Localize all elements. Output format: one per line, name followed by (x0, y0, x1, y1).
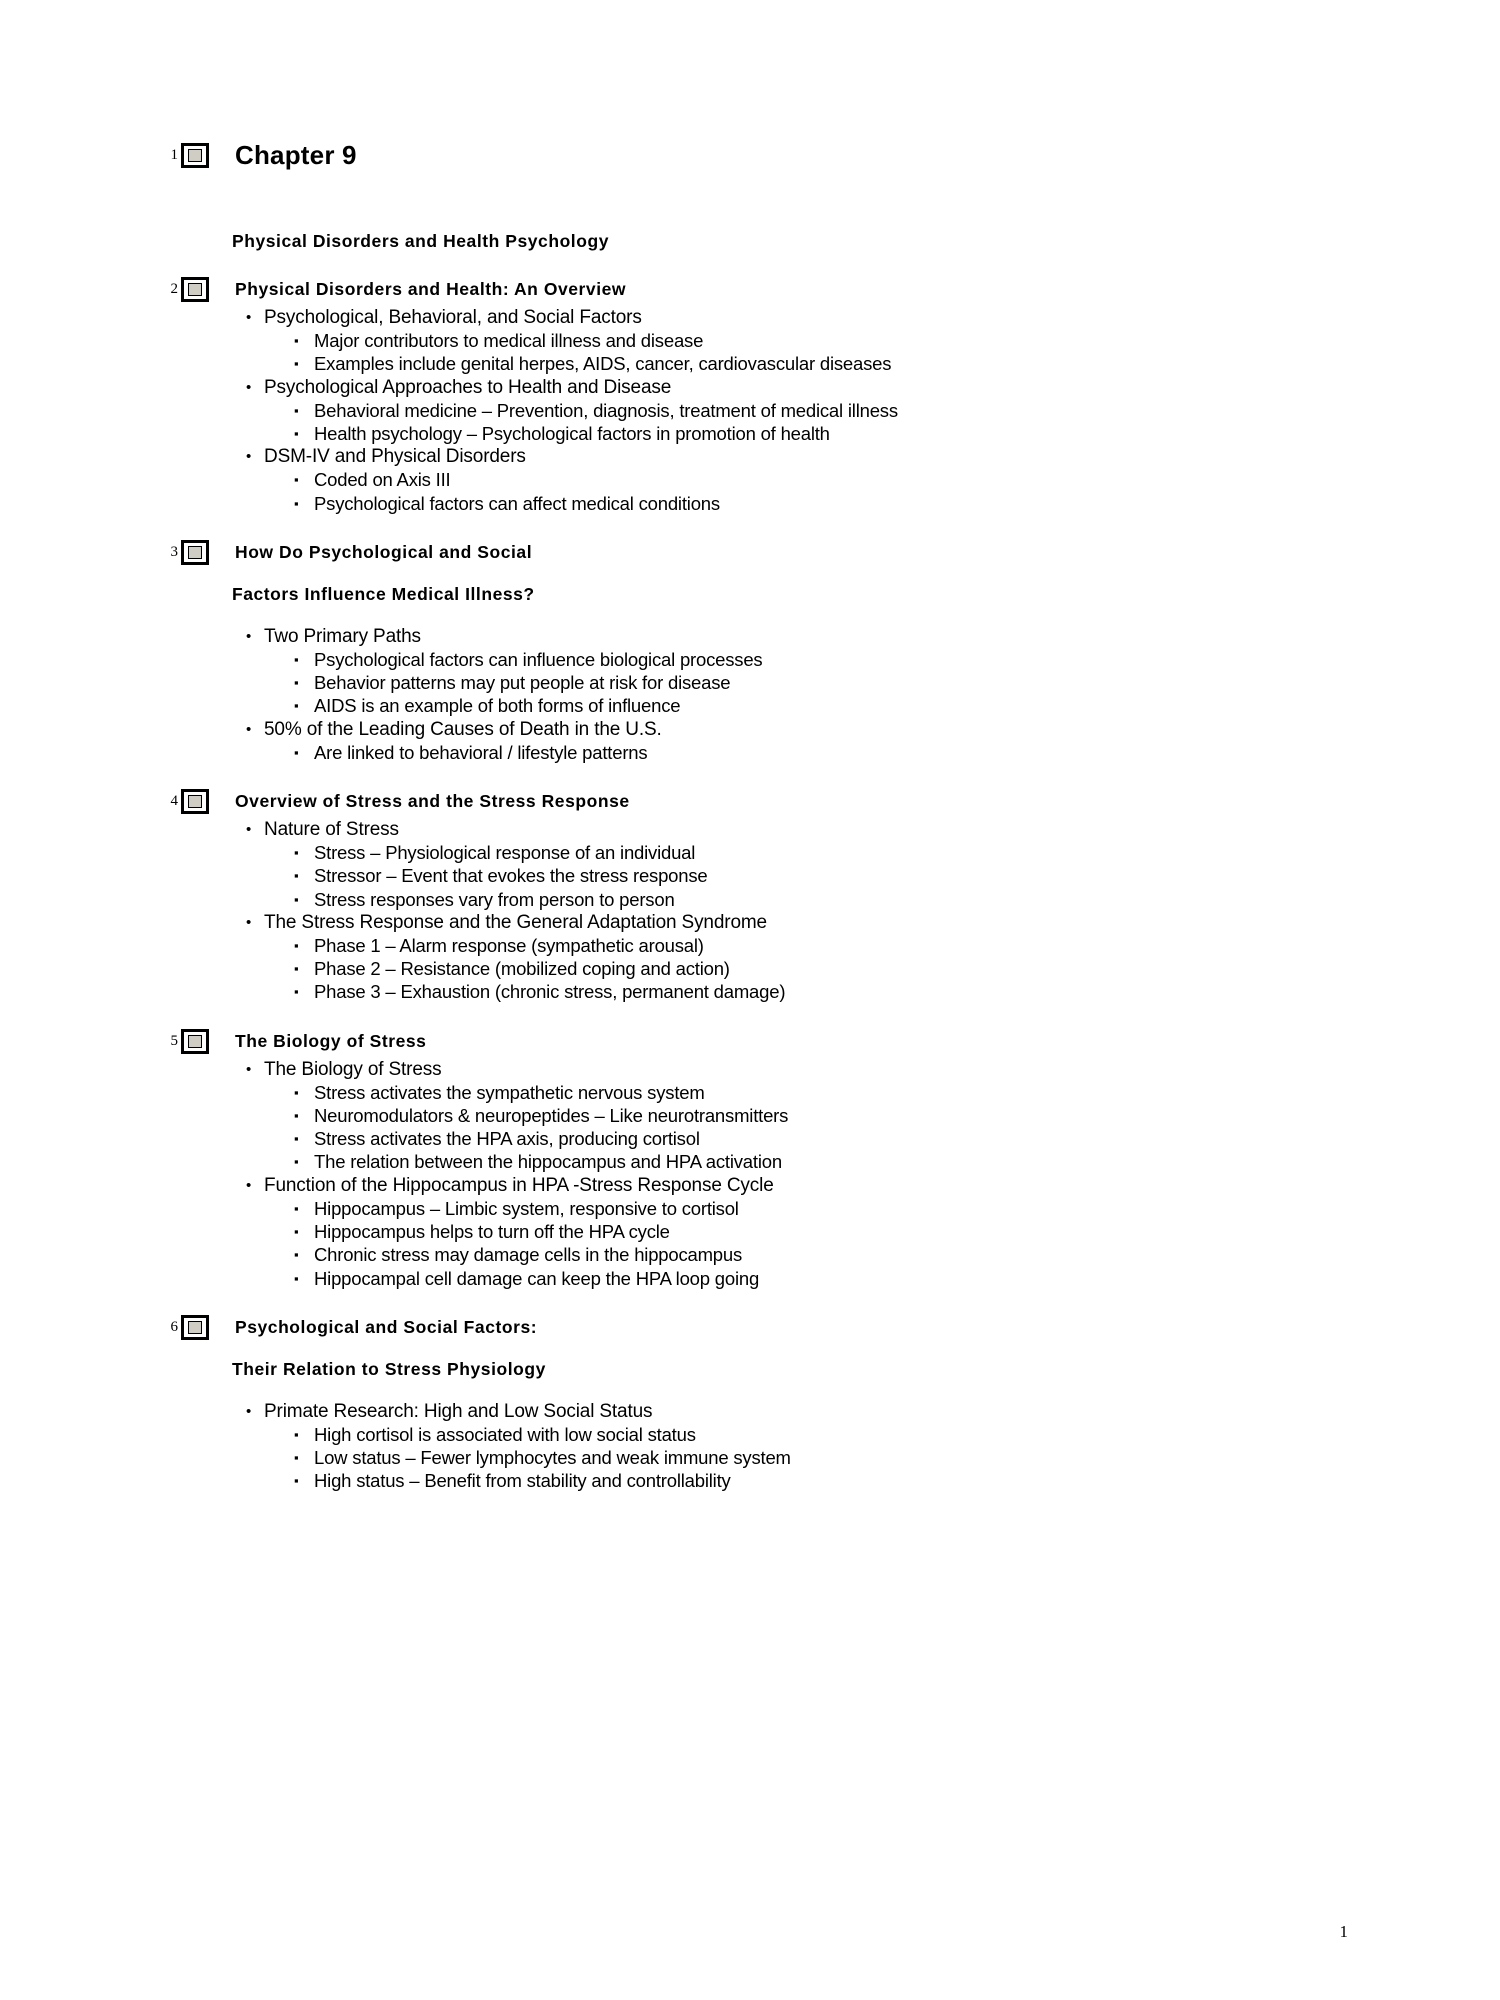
slide-thumbnail-icon (181, 1315, 209, 1340)
sub-bullet-item: ▪ Hippocampus – Limbic system, responsive to cortisol (292, 1197, 1340, 1220)
bullet-list-level1 (232, 818, 1340, 1004)
slide-thumbnail-icon (181, 789, 209, 814)
deck-subtitle: Physical Disorders and Health Psychology (232, 231, 609, 251)
slide-title: Psychological and Social Factors: (235, 1316, 538, 1337)
bullet-item (232, 718, 1340, 764)
slide-entry-1 (160, 138, 1340, 172)
bullet-item (232, 625, 1340, 718)
sub-bullet-item: ▪ Psychological factors can influence biological processes (292, 648, 1340, 671)
bullet-item (232, 306, 1340, 376)
bullet-text: • 50% of the Leading Causes of Death in the U.S. (264, 718, 1340, 741)
bullet-text: • Primate Research: High and Low Social Status (264, 1400, 1340, 1423)
bullet-text: • Function of the Hippocampus in HPA -Stress Response Cycle (264, 1174, 1340, 1197)
sub-bullet-item: ▪ Examples include genital herpes, AIDS, cancer, cardiovascular diseases (292, 352, 1340, 375)
slide-number-6: 6 (170, 1318, 178, 1335)
bullet-text: • The Stress Response and the General Adaptation Syndrome (264, 911, 1340, 934)
sub-bullet-item: ▪ High cortisol is associated with low social status (292, 1423, 1340, 1446)
sub-bullet-item: ▪ Are linked to behavioral / lifestyle patterns (292, 741, 1340, 764)
slide-title: The Biology of Stress (235, 1030, 427, 1051)
sub-bullet-item: ▪ Phase 2 – Resistance (mobilized coping and action) (292, 957, 1340, 980)
slide-title-row (160, 1024, 1340, 1058)
bullet-list-level2 (292, 468, 1340, 514)
bullet-item (232, 1058, 1340, 1174)
slide-thumbnail-icon (181, 540, 209, 565)
outline-content (160, 138, 1340, 1513)
bullet-text: • Nature of Stress (264, 818, 1340, 841)
bullet-item (232, 1400, 1340, 1493)
slide-entry-3 (160, 535, 1340, 784)
sub-bullet-item: ▪ Psychological factors can affect medical conditions (292, 492, 1340, 515)
slide-number-3: 3 (170, 543, 178, 560)
slide-entry-5 (160, 1024, 1340, 1310)
sub-bullet-item: ▪ Major contributors to medical illness and disease (292, 329, 1340, 352)
block-spacer (160, 1290, 1340, 1310)
bullet-item (232, 1174, 1340, 1290)
slide-subtitle: Their Relation to Stress Physiology (232, 1358, 546, 1379)
sub-bullet-item: ▪ Stress responses vary from person to person (292, 888, 1340, 911)
bullet-list-level2 (292, 1081, 1340, 1174)
sub-bullet-item: ▪ Chronic stress may damage cells in the hippocampus (292, 1243, 1340, 1266)
slide-subtitle: Factors Influence Medical Illness? (232, 583, 535, 604)
sub-bullet-item: ▪ Health psychology – Psychological factors in promotion of health (292, 422, 1340, 445)
bullet-text: • Psychological, Behavioral, and Social Factors (264, 306, 1340, 329)
slide-entry-4 (160, 784, 1340, 1024)
slide-title-row (160, 535, 1340, 569)
bullet-text: • Psychological Approaches to Health and Disease (264, 376, 1340, 399)
sub-bullet-item: ▪ Behavioral medicine – Prevention, diagnosis, treatment of medical illness (292, 399, 1340, 422)
sub-bullet-item: ▪ The relation between the hippocampus and HPA activation (292, 1150, 1340, 1173)
slide-number-4: 4 (170, 793, 178, 810)
sub-bullet-item: ▪ Stress – Physiological response of an individual (292, 841, 1340, 864)
sub-bullet-item: ▪ Stress activates the HPA axis, producing cortisol (292, 1127, 1340, 1150)
sub-bullet-item: ▪ Hippocampal cell damage can keep the HPA loop going (292, 1267, 1340, 1290)
sub-bullet-item: ▪ Stressor – Event that evokes the stress response (292, 864, 1340, 887)
bullet-list-level2 (292, 934, 1340, 1004)
bullet-list-level1 (232, 306, 1340, 515)
bullet-list-level2 (292, 648, 1340, 718)
page-title: Chapter 9 (235, 140, 357, 170)
bullet-list-level2 (292, 1197, 1340, 1290)
slide-title: Overview of Stress and the Stress Response (235, 791, 630, 812)
bullet-list-level2 (292, 841, 1340, 911)
bullet-text: • Two Primary Paths (264, 625, 1340, 648)
sub-bullet-item: ▪ Phase 1 – Alarm response (sympathetic arousal) (292, 934, 1340, 957)
sub-bullet-item: ▪ High status – Benefit from stability and controllability (292, 1469, 1340, 1492)
sub-bullet-item: ▪ Hippocampus helps to turn off the HPA cycle (292, 1220, 1340, 1243)
bullet-list-level2 (292, 1423, 1340, 1493)
sub-bullet-item: ▪ Stress activates the sympathetic nervous system (292, 1081, 1340, 1104)
slide-title: Physical Disorders and Health: An Overview (235, 279, 627, 299)
slide-number-5: 5 (170, 1032, 178, 1049)
sub-bullet-item: ▪ AIDS is an example of both forms of influence (292, 694, 1340, 717)
bullet-item (232, 445, 1340, 515)
bullet-item (232, 911, 1340, 1004)
bullet-list-level1 (232, 1400, 1340, 1493)
bullet-list-level2 (292, 399, 1340, 445)
bullet-list-level1 (232, 1058, 1340, 1290)
bullet-text: • DSM-IV and Physical Disorders (264, 445, 1340, 468)
slide-number-1: 1 (170, 147, 178, 163)
slide-thumbnail-icon (181, 1029, 209, 1054)
slide-thumbnail-icon (181, 143, 209, 168)
block-spacer (160, 1004, 1340, 1024)
bullet-list-level2 (292, 741, 1340, 764)
bullet-text: • The Biology of Stress (264, 1058, 1340, 1081)
block-spacer (160, 764, 1340, 784)
bullet-list-level2 (292, 329, 1340, 375)
slide-entry-2 (160, 272, 1340, 535)
bullet-item (232, 818, 1340, 911)
slide-number-2: 2 (170, 281, 178, 297)
slide-title-row (160, 784, 1340, 818)
slide-title: How Do Psychological and Social (235, 541, 533, 562)
sub-bullet-item: ▪ Low status – Fewer lymphocytes and weak immune system (292, 1446, 1340, 1469)
slide-entry-6 (160, 1310, 1340, 1513)
slide-thumbnail-icon (181, 277, 209, 302)
sub-bullet-item: ▪ Behavior patterns may put people at risk for disease (292, 671, 1340, 694)
bullet-item (232, 376, 1340, 446)
bullet-list-level1 (232, 625, 1340, 764)
sub-bullet-item: ▪ Phase 3 – Exhaustion (chronic stress, permanent damage) (292, 980, 1340, 1003)
sub-bullet-item: ▪ Neuromodulators & neuropeptides – Like neurotransmitters (292, 1104, 1340, 1127)
slides-container (160, 272, 1340, 1513)
slide-title-row (160, 272, 1340, 306)
slide-title-row (160, 1310, 1340, 1344)
block-spacer (160, 515, 1340, 535)
page-number: 1 (1339, 1922, 1348, 1941)
sub-bullet-item: ▪ Coded on Axis III (292, 468, 1340, 491)
block-spacer (160, 1493, 1340, 1513)
